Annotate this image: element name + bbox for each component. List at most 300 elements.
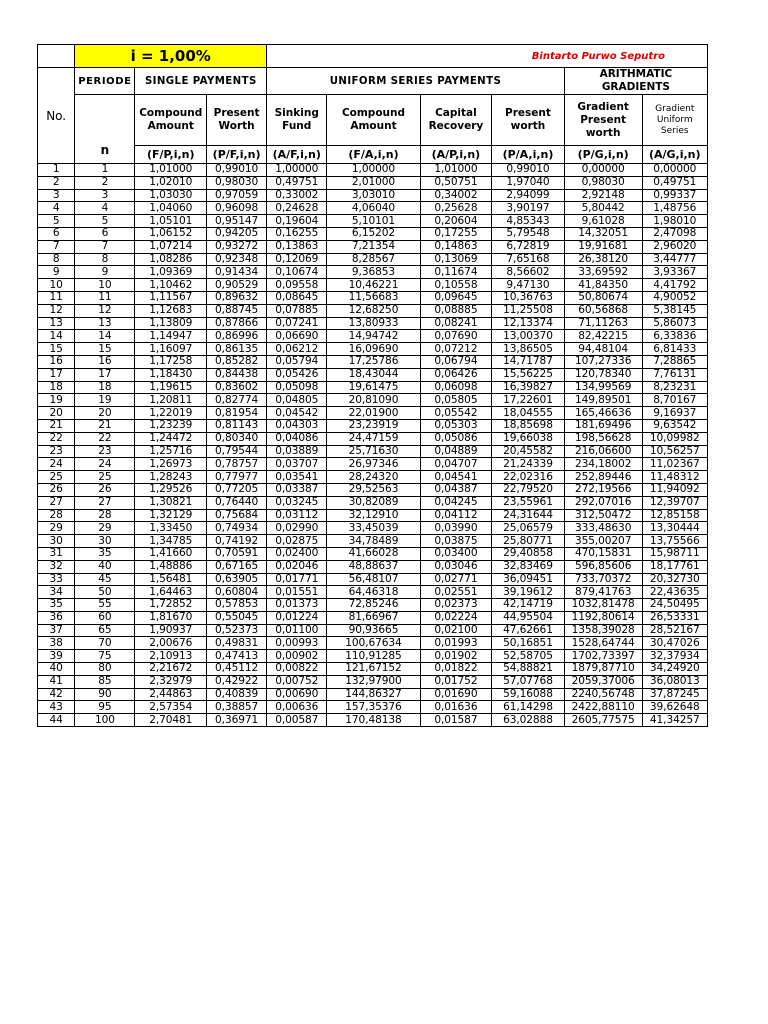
table-cell: 29,40858 — [492, 547, 565, 560]
table-cell: 1,26973 — [135, 458, 207, 471]
table-cell: 2,94099 — [492, 189, 565, 202]
table-cell: 1,30821 — [135, 496, 207, 509]
table-row — [38, 496, 708, 509]
table-cell: 18 — [75, 381, 135, 394]
table-cell: 0,74192 — [207, 535, 267, 548]
table-cell: 22 — [75, 432, 135, 445]
table-cell: 0,99010 — [207, 164, 267, 177]
table-cell: 56,48107 — [327, 573, 420, 586]
table-row — [38, 522, 708, 535]
table-cell: 0,75684 — [207, 509, 267, 522]
table-cell: 0,06794 — [420, 355, 492, 368]
table-cell: 18,04555 — [492, 407, 565, 420]
interest-rate-label: i = 1,00% — [75, 45, 267, 68]
table-cell: 0,03707 — [267, 458, 327, 471]
table-cell: 1,08286 — [135, 253, 207, 266]
table-cell: 0,34002 — [420, 189, 492, 202]
table-cell: 39 — [38, 650, 75, 663]
table-cell: 81,66967 — [327, 611, 420, 624]
table-cell: 6,81433 — [642, 343, 707, 356]
table-cell: 0,79544 — [207, 445, 267, 458]
table-row — [38, 279, 708, 292]
table-cell: 110,91285 — [327, 650, 420, 663]
table-cell: 0,42922 — [207, 675, 267, 688]
table-cell: 0,19604 — [267, 215, 327, 228]
table-cell: 0,03112 — [267, 509, 327, 522]
table-cell: 17 — [38, 368, 75, 381]
table-cell: 0,10558 — [420, 279, 492, 292]
table-cell: 0,07885 — [267, 304, 327, 317]
table-cell: 28,52167 — [642, 624, 707, 637]
table-cell: 72,85246 — [327, 599, 420, 612]
table-cell: 22,01900 — [327, 407, 420, 420]
uniform-series-header: UNIFORM SERIES PAYMENTS — [267, 68, 565, 95]
table-cell: 11,48312 — [642, 471, 707, 484]
table-cell: 1,00000 — [327, 164, 420, 177]
table-cell: 1 — [38, 164, 75, 177]
table-cell: 9,16937 — [642, 407, 707, 420]
header-row-groups — [38, 68, 708, 95]
table-cell: 0,05098 — [267, 381, 327, 394]
table-cell: 144,86327 — [327, 688, 420, 701]
table-cell: 272,19566 — [564, 483, 642, 496]
table-cell: 13 — [38, 317, 75, 330]
table-cell: 16,09690 — [327, 343, 420, 356]
table-cell: 0,94205 — [207, 227, 267, 240]
table-cell: 3,90197 — [492, 202, 565, 215]
table-cell: 1,24472 — [135, 432, 207, 445]
factor-code-fp: (F/P,i,n) — [135, 146, 207, 164]
table-cell: 2 — [75, 176, 135, 189]
table-cell: 100 — [75, 714, 135, 727]
table-cell: 2,96020 — [642, 240, 707, 253]
table-cell: 20 — [38, 407, 75, 420]
table-cell: 5,79548 — [492, 227, 565, 240]
table-cell: 0,03889 — [267, 445, 327, 458]
table-cell: 2,01000 — [327, 176, 420, 189]
table-cell: 1,41660 — [135, 547, 207, 560]
table-row — [38, 394, 708, 407]
factor-code-af: (A/F,i,n) — [267, 146, 327, 164]
table-cell: 0,47413 — [207, 650, 267, 663]
blank-cell — [38, 45, 75, 68]
table-cell: 0,81143 — [207, 419, 267, 432]
table-cell: 33 — [38, 573, 75, 586]
table-cell: 0,63905 — [207, 573, 267, 586]
table-cell: 0,00000 — [564, 164, 642, 177]
table-cell: 4 — [38, 202, 75, 215]
table-cell: 12,13374 — [492, 317, 565, 330]
table-row — [38, 291, 708, 304]
table-cell: 4,85343 — [492, 215, 565, 228]
table-cell: 25,06579 — [492, 522, 565, 535]
table-cell: 5 — [38, 215, 75, 228]
table-cell: 25,80771 — [492, 535, 565, 548]
table-cell: 0,67165 — [207, 560, 267, 573]
table-cell: 198,56628 — [564, 432, 642, 445]
table-cell: 1,19615 — [135, 381, 207, 394]
table-cell: 41,84350 — [564, 279, 642, 292]
table-cell: 7,76131 — [642, 368, 707, 381]
table-cell: 0,77977 — [207, 471, 267, 484]
table-cell: 1,34785 — [135, 535, 207, 548]
table-cell: 0,95147 — [207, 215, 267, 228]
table-cell: 23 — [75, 445, 135, 458]
table-row — [38, 164, 708, 177]
table-cell: 23,23919 — [327, 419, 420, 432]
table-cell: 1,20811 — [135, 394, 207, 407]
table-cell: 8,28567 — [327, 253, 420, 266]
table-cell: 149,89501 — [564, 394, 642, 407]
table-cell: 0,00636 — [267, 701, 327, 714]
table-cell: 5,80442 — [564, 202, 642, 215]
table-cell: 55 — [75, 599, 135, 612]
table-cell: 29 — [75, 522, 135, 535]
table-cell: 170,48138 — [327, 714, 420, 727]
table-cell: 41,66028 — [327, 547, 420, 560]
table-cell: 0,98030 — [564, 176, 642, 189]
table-cell: 0,87866 — [207, 317, 267, 330]
table-cell: 1879,87710 — [564, 663, 642, 676]
table-cell: 0,09645 — [420, 291, 492, 304]
title-row — [38, 45, 708, 68]
table-row — [38, 202, 708, 215]
table-cell: 26 — [38, 483, 75, 496]
table-cell: 13,30444 — [642, 522, 707, 535]
table-cell: 22,79520 — [492, 483, 565, 496]
table-cell: 13 — [75, 317, 135, 330]
table-cell: 1,28243 — [135, 471, 207, 484]
factor-code-fa: (F/A,i,n) — [327, 146, 420, 164]
table-cell: 0,02100 — [420, 624, 492, 637]
table-cell: 0,02224 — [420, 611, 492, 624]
table-cell: 2,47098 — [642, 227, 707, 240]
table-cell: 0,03541 — [267, 471, 327, 484]
table-cell: 19,66038 — [492, 432, 565, 445]
table-cell: 3 — [38, 189, 75, 202]
table-cell: 0,01224 — [267, 611, 327, 624]
table-cell: 0,81954 — [207, 407, 267, 420]
table-cell: 0,74934 — [207, 522, 267, 535]
table-cell: 75 — [75, 650, 135, 663]
table-cell: 11,25508 — [492, 304, 565, 317]
table-row — [38, 599, 708, 612]
table-cell: 0,49751 — [642, 176, 707, 189]
table-cell: 0,04245 — [420, 496, 492, 509]
table-cell: 879,41763 — [564, 586, 642, 599]
table-cell: 9,36853 — [327, 266, 420, 279]
table-cell: 0,05794 — [267, 355, 327, 368]
table-cell: 0,85282 — [207, 355, 267, 368]
table-cell: 24,50495 — [642, 599, 707, 612]
table-cell: 6,72819 — [492, 240, 565, 253]
n-column-header: n — [75, 95, 135, 164]
table-cell: 13,80933 — [327, 317, 420, 330]
table-cell: 28 — [38, 509, 75, 522]
table-cell: 0,86996 — [207, 330, 267, 343]
table-row — [38, 419, 708, 432]
table-cell: 3 — [75, 189, 135, 202]
col-header-gradient-uniform-series: Gradient Uniform Series — [642, 95, 707, 146]
factor-code-ag: (A/G,i,n) — [642, 146, 707, 164]
table-cell: 25 — [38, 471, 75, 484]
table-cell: 0,04542 — [267, 407, 327, 420]
table-cell: 0,89632 — [207, 291, 267, 304]
table-cell: 5,86073 — [642, 317, 707, 330]
table-cell: 1,17258 — [135, 355, 207, 368]
table-cell: 45 — [75, 573, 135, 586]
table-cell: 1,03030 — [135, 189, 207, 202]
table-cell: 0,01551 — [267, 586, 327, 599]
table-cell: 1,06152 — [135, 227, 207, 240]
table-cell: 33,69592 — [564, 266, 642, 279]
table-cell: 0,02046 — [267, 560, 327, 573]
table-cell: 0,01902 — [420, 650, 492, 663]
table-row — [38, 317, 708, 330]
table-cell: 0,01771 — [267, 573, 327, 586]
table-cell: 70 — [75, 637, 135, 650]
table-cell: 10,46221 — [327, 279, 420, 292]
table-row — [38, 471, 708, 484]
table-cell: 4 — [75, 202, 135, 215]
table-cell: 0,20604 — [420, 215, 492, 228]
table-cell: 733,70372 — [564, 573, 642, 586]
table-cell: 1,98010 — [642, 215, 707, 228]
table-cell: 0,13863 — [267, 240, 327, 253]
table-cell: 15 — [38, 343, 75, 356]
table-cell: 0,00993 — [267, 637, 327, 650]
table-row — [38, 573, 708, 586]
table-cell: 23,55961 — [492, 496, 565, 509]
table-row — [38, 509, 708, 522]
table-cell: 1,48756 — [642, 202, 707, 215]
table-cell: 121,67152 — [327, 663, 420, 676]
table-cell: 2 — [38, 176, 75, 189]
table-cell: 7 — [75, 240, 135, 253]
table-cell: 1192,80614 — [564, 611, 642, 624]
table-cell: 35 — [75, 547, 135, 560]
table-cell: 20,81090 — [327, 394, 420, 407]
table-cell: 0,00587 — [267, 714, 327, 727]
interest-factor-table — [37, 44, 708, 727]
table-cell: 0,12069 — [267, 253, 327, 266]
table-cell: 1,18430 — [135, 368, 207, 381]
table-cell: 0,88745 — [207, 304, 267, 317]
table-cell: 4,90052 — [642, 291, 707, 304]
table-cell: 0,00000 — [642, 164, 707, 177]
table-cell: 8 — [38, 253, 75, 266]
table-cell: 0,91434 — [207, 266, 267, 279]
table-cell: 28 — [75, 509, 135, 522]
table-cell: 0,92348 — [207, 253, 267, 266]
table-cell: 34 — [38, 586, 75, 599]
table-cell: 32,83469 — [492, 560, 565, 573]
table-cell: 2,44863 — [135, 688, 207, 701]
table-cell: 0,45112 — [207, 663, 267, 676]
table-cell: 26,97346 — [327, 458, 420, 471]
table-cell: 1,07214 — [135, 240, 207, 253]
table-cell: 0,01993 — [420, 637, 492, 650]
table-cell: 18,43044 — [327, 368, 420, 381]
table-cell: 0,05542 — [420, 407, 492, 420]
table-cell: 15,56225 — [492, 368, 565, 381]
table-cell: 2,21672 — [135, 663, 207, 676]
table-cell: 1,12683 — [135, 304, 207, 317]
table-cell: 181,69496 — [564, 419, 642, 432]
table-cell: 7,28865 — [642, 355, 707, 368]
table-cell: 2,92148 — [564, 189, 642, 202]
table-cell: 8,23231 — [642, 381, 707, 394]
table-cell: 60 — [75, 611, 135, 624]
table-cell: 44 — [38, 714, 75, 727]
table-cell: 39,62648 — [642, 701, 707, 714]
table-cell: 17 — [75, 368, 135, 381]
table-row — [38, 253, 708, 266]
table-cell: 0,05086 — [420, 432, 492, 445]
table-row — [38, 624, 708, 637]
table-cell: 95 — [75, 701, 135, 714]
table-cell: 7,65168 — [492, 253, 565, 266]
table-cell: 10,36763 — [492, 291, 565, 304]
table-cell: 8 — [75, 253, 135, 266]
table-cell: 0,38857 — [207, 701, 267, 714]
table-cell: 6 — [38, 227, 75, 240]
table-cell: 0,08885 — [420, 304, 492, 317]
table-cell: 44,95504 — [492, 611, 565, 624]
table-cell: 42 — [38, 688, 75, 701]
table-cell: 22,43635 — [642, 586, 707, 599]
table-cell: 0,07241 — [267, 317, 327, 330]
table-cell: 19 — [75, 394, 135, 407]
table-cell: 0,02373 — [420, 599, 492, 612]
table-cell: 0,17255 — [420, 227, 492, 240]
table-row — [38, 407, 708, 420]
table-cell: 24,31644 — [492, 509, 565, 522]
table-cell: 17,22601 — [492, 394, 565, 407]
table-cell: 12 — [38, 304, 75, 317]
table-cell: 28,24320 — [327, 471, 420, 484]
table-cell: 57,07768 — [492, 675, 565, 688]
table-cell: 12,68250 — [327, 304, 420, 317]
table-cell: 1,97040 — [492, 176, 565, 189]
table-cell: 312,50472 — [564, 509, 642, 522]
table-cell: 1,00000 — [267, 164, 327, 177]
factor-code-pg: (P/G,i,n) — [564, 146, 642, 164]
table-cell: 1,72852 — [135, 599, 207, 612]
table-cell: 9,63542 — [642, 419, 707, 432]
table-row — [38, 266, 708, 279]
table-cell: 32,37934 — [642, 650, 707, 663]
col-header-present-worth-series: Present worth — [492, 95, 565, 146]
table-cell: 24 — [75, 458, 135, 471]
table-cell: 100,67634 — [327, 637, 420, 650]
table-cell: 0,04541 — [420, 471, 492, 484]
table-cell: 0,02400 — [267, 547, 327, 560]
table-cell: 16 — [38, 355, 75, 368]
table-cell: 3,44777 — [642, 253, 707, 266]
col-header-sinking-fund: Sinking Fund — [267, 95, 327, 146]
table-cell: 0,49831 — [207, 637, 267, 650]
table-cell: 2,00676 — [135, 637, 207, 650]
table-cell: 30 — [38, 535, 75, 548]
table-cell: 0,01636 — [420, 701, 492, 714]
table-cell: 1,33450 — [135, 522, 207, 535]
table-cell: 9 — [38, 266, 75, 279]
table-cell: 50,80674 — [564, 291, 642, 304]
table-cell: 26,38120 — [564, 253, 642, 266]
table-cell: 39,19612 — [492, 586, 565, 599]
table-cell: 157,35376 — [327, 701, 420, 714]
table-cell: 0,03875 — [420, 535, 492, 548]
table-row — [38, 535, 708, 548]
table-cell: 27 — [38, 496, 75, 509]
table-cell: 0,99010 — [492, 164, 565, 177]
table-cell: 29 — [38, 522, 75, 535]
factor-code-pa: (P/A,i,n) — [492, 146, 565, 164]
table-cell: 61,14298 — [492, 701, 565, 714]
table-cell: 2,32979 — [135, 675, 207, 688]
table-cell: 0,00822 — [267, 663, 327, 676]
table-cell: 0,40839 — [207, 688, 267, 701]
col-header-present-worth-single: Present Worth — [207, 95, 267, 146]
table-cell: 25 — [75, 471, 135, 484]
table-cell: 216,06600 — [564, 445, 642, 458]
table-cell: 1,29526 — [135, 483, 207, 496]
table-cell: 11 — [38, 291, 75, 304]
table-cell: 32 — [38, 560, 75, 573]
table-row — [38, 330, 708, 343]
table-row — [38, 714, 708, 727]
table-cell: 22,02316 — [492, 471, 565, 484]
table-cell: 80 — [75, 663, 135, 676]
table-cell: 16,39827 — [492, 381, 565, 394]
table-cell: 10 — [75, 279, 135, 292]
table-cell: 0,05426 — [267, 368, 327, 381]
table-cell: 0,03245 — [267, 496, 327, 509]
table-cell: 1,48886 — [135, 560, 207, 573]
table-cell: 1,11567 — [135, 291, 207, 304]
table-cell: 1,22019 — [135, 407, 207, 420]
table-row — [38, 663, 708, 676]
table-cell: 34,24920 — [642, 663, 707, 676]
table-cell: 11,56683 — [327, 291, 420, 304]
col-header-compound-amount-single: Compound Amount — [135, 95, 207, 146]
table-row — [38, 547, 708, 560]
table-cell: 2,10913 — [135, 650, 207, 663]
table-cell: 2,57354 — [135, 701, 207, 714]
table-cell: 0,97059 — [207, 189, 267, 202]
table-cell: 90 — [75, 688, 135, 701]
table-cell: 94,48104 — [564, 343, 642, 356]
table-cell: 0,50751 — [420, 176, 492, 189]
table-cell: 1,01000 — [420, 164, 492, 177]
table-cell: 0,10674 — [267, 266, 327, 279]
table-cell: 134,99569 — [564, 381, 642, 394]
table-cell: 0,03400 — [420, 547, 492, 560]
table-cell: 0,83602 — [207, 381, 267, 394]
table-cell: 0,77205 — [207, 483, 267, 496]
table-cell: 1,90937 — [135, 624, 207, 637]
table-cell: 0,04112 — [420, 509, 492, 522]
table-cell: 0,09558 — [267, 279, 327, 292]
table-cell: 1,02010 — [135, 176, 207, 189]
table-cell: 0,00902 — [267, 650, 327, 663]
table-cell: 1,10462 — [135, 279, 207, 292]
table-cell: 59,16088 — [492, 688, 565, 701]
table-cell: 0,24628 — [267, 202, 327, 215]
table-cell: 29,52563 — [327, 483, 420, 496]
table-cell: 7 — [38, 240, 75, 253]
